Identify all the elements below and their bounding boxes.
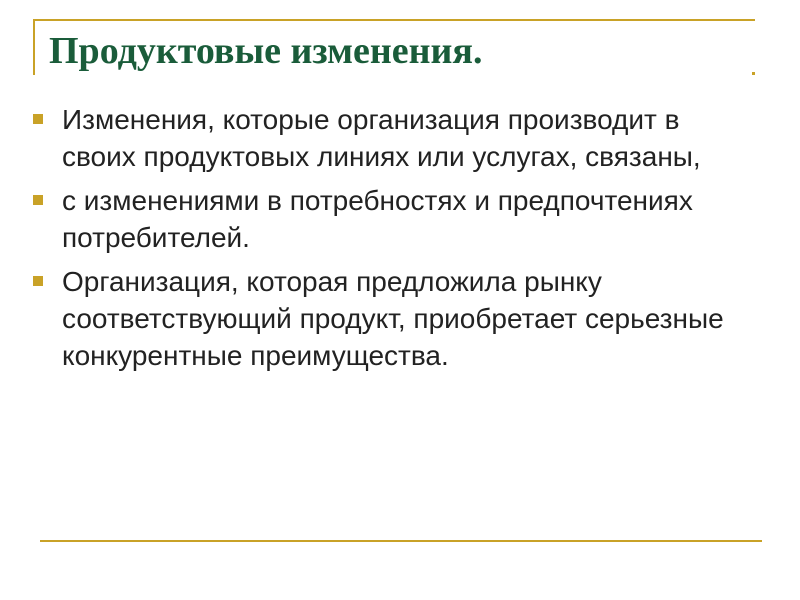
title-frame-top-rule [33,19,755,21]
square-bullet-icon [33,114,43,124]
bullet-list [33,101,753,381]
square-bullet-icon [33,276,43,286]
bullet-text: Организация, которая предложила рынку соответствующий продукт, приобретает серьезные конкурентные преимущества. [62,266,724,371]
bullet-text: с изменениями в потребностях и предпочтениях потребителей. [62,185,693,253]
bullet-item [33,182,753,256]
bullet-item [33,263,753,374]
square-bullet-icon [33,195,43,205]
slide-title: Продуктовые изменения. [49,30,483,72]
bullet-item [33,101,753,175]
title-frame-corner-dot [752,72,755,75]
title-frame-left-rule [33,19,35,75]
bullet-text: Изменения, которые организация производит в своих продуктовых линиях или услугах, связаны, [62,104,701,172]
footer-rule [40,540,762,542]
